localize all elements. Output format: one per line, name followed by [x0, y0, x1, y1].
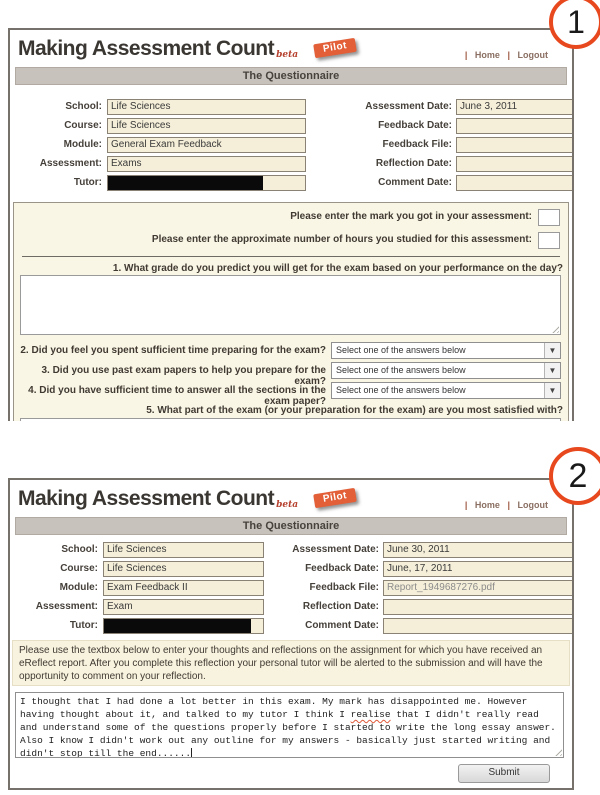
feedback-file-input[interactable]: [456, 137, 574, 153]
question-4: 4. Did you have sufficient time to answer all the sections in the exam paper?: [28, 385, 326, 407]
questionnaire-panel: [13, 202, 569, 421]
module-input[interactable]: Exam Feedback II: [103, 580, 264, 596]
text-cursor: [191, 748, 192, 758]
comment-date-input[interactable]: [383, 618, 574, 634]
school-input[interactable]: Life Sciences: [107, 99, 306, 115]
comment-date-label: Comment Date:: [378, 177, 452, 188]
top-nav: [460, 500, 548, 510]
module-label: Module:: [59, 582, 98, 593]
chevron-down-icon[interactable]: ▼: [544, 383, 560, 398]
chevron-down-icon[interactable]: ▼: [544, 363, 560, 378]
assessment-label: Assessment:: [35, 601, 98, 612]
school-input[interactable]: Life Sciences: [103, 542, 264, 558]
course-input[interactable]: Life Sciences: [107, 118, 306, 134]
reflection-textarea[interactable]: [15, 692, 564, 758]
app-header: [18, 37, 356, 61]
feedback-file-label: Feedback File:: [382, 139, 452, 150]
question-2-select[interactable]: [331, 342, 561, 359]
nav-separator: |: [464, 50, 468, 60]
assessment-input[interactable]: Exam: [103, 599, 264, 615]
course-label: Course:: [64, 120, 102, 131]
redaction-box: [103, 618, 251, 633]
pilot-stamp: Pilot: [313, 488, 357, 508]
assessment-label: Assessment:: [39, 158, 102, 169]
reflection-instructions: Please use the textbox below to enter your thoughts and reflections on the assignment for which you have received an eReflect report. After you complete this reflection your personal tutor will be alerted to the submission and will have the opportunity to comment on your reflection.: [12, 640, 570, 686]
module-input[interactable]: General Exam Feedback: [107, 137, 306, 153]
redaction-box: [107, 175, 263, 190]
question-1: 1. What grade do you predict you will get for the exam based on your performance on the day?: [112, 263, 563, 274]
app-title: Making Assessment Count: [18, 487, 275, 510]
feedback-file-input[interactable]: Report_1949687276.pdf: [383, 580, 574, 596]
home-link[interactable]: Home: [474, 500, 500, 510]
assessment-date-label: Assessment Date:: [292, 544, 379, 555]
mark-prompt: Please enter the mark you got in your assessment:: [290, 211, 532, 222]
questionnaire-banner: The Questionnaire: [15, 517, 567, 535]
tutor-input[interactable]: [107, 175, 306, 191]
feedback-file-label: Feedback File:: [309, 582, 379, 593]
assessment-date-label: Assessment Date:: [365, 101, 452, 112]
resize-handle-icon[interactable]: [550, 324, 559, 333]
question-3: 3. Did you use past exam papers to help you prepare for the exam?: [41, 365, 326, 387]
screenshot-2-window: [8, 478, 574, 790]
app-header: [18, 487, 356, 511]
mark-input[interactable]: [538, 209, 560, 226]
logout-link[interactable]: Logout: [517, 50, 548, 60]
screenshot-1-window: [8, 28, 574, 421]
figure-1-annotation: 1: [549, 0, 600, 49]
feedback-date-label: Feedback Date:: [378, 120, 452, 131]
question-2: 2. Did you feel you spent sufficient time preparing for the exam?: [20, 345, 326, 356]
divider: [22, 256, 560, 257]
figure-2-annotation: 2: [549, 447, 600, 505]
hours-prompt: Please enter the approximate number of hours you studied for this assessment:: [151, 234, 532, 245]
question-1-textarea[interactable]: [20, 275, 561, 335]
course-label: Course:: [60, 563, 98, 574]
selected-option: Select one of the answers below: [336, 385, 466, 395]
comment-date-input[interactable]: [456, 175, 574, 191]
assessment-date-input[interactable]: June 3, 2011: [456, 99, 574, 115]
module-label: Module:: [63, 139, 102, 150]
reflection-date-input[interactable]: [456, 156, 574, 172]
pilot-stamp: Pilot: [313, 38, 357, 58]
app-title: Making Assessment Count: [18, 37, 275, 60]
beta-script: beta: [276, 500, 299, 510]
submit-button[interactable]: Submit: [458, 764, 550, 783]
top-nav: [460, 50, 548, 60]
school-label: School:: [61, 544, 98, 555]
tutor-label: Tutor:: [73, 177, 102, 188]
question-5: 5. What part of the exam (or your preparation for the exam) are you most satisfied with?: [146, 405, 563, 416]
nav-separator: |: [507, 500, 510, 510]
reflection-date-label: Reflection Date:: [375, 158, 452, 169]
hours-input[interactable]: [538, 232, 560, 249]
question-5-textarea[interactable]: [20, 418, 561, 421]
resize-handle-icon[interactable]: [553, 747, 562, 756]
assessment-input[interactable]: Exams: [107, 156, 306, 172]
assessment-date-input[interactable]: June 30, 2011: [383, 542, 574, 558]
course-input[interactable]: Life Sciences: [103, 561, 264, 577]
feedback-date-input[interactable]: [456, 118, 574, 134]
school-label: School:: [65, 101, 102, 112]
home-link[interactable]: Home: [474, 50, 500, 60]
reflection-text: that I didn't really read and understand some of the questions properly before I started to write the long essay answer. Also I know I didn't work out any outline for my answers - basically just started writing and didn't stop till the end......: [20, 709, 556, 758]
reflection-date-input[interactable]: [383, 599, 574, 615]
nav-separator: |: [507, 50, 510, 60]
reflection-text: I thought that I had done a lot better in this exam. My mark has disappointed me. However having thought about it, and talked to my tutor I think I: [20, 696, 528, 720]
nav-separator: |: [464, 500, 468, 510]
selected-option: Select one of the answers below: [336, 345, 466, 355]
question-4-select[interactable]: [331, 382, 561, 399]
question-3-select[interactable]: [331, 362, 561, 379]
logout-link[interactable]: Logout: [517, 500, 548, 510]
beta-script: beta: [276, 50, 299, 60]
chevron-down-icon[interactable]: ▼: [544, 343, 560, 358]
feedback-date-input[interactable]: June, 17, 2011: [383, 561, 574, 577]
tutor-label: Tutor:: [69, 620, 98, 631]
reflection-date-label: Reflection Date:: [302, 601, 379, 612]
questionnaire-banner: The Questionnaire: [15, 67, 567, 85]
comment-date-label: Comment Date:: [305, 620, 379, 631]
misspelled-word: realise: [350, 709, 391, 720]
feedback-date-label: Feedback Date:: [305, 563, 379, 574]
selected-option: Select one of the answers below: [336, 365, 466, 375]
tutor-input[interactable]: [103, 618, 264, 634]
